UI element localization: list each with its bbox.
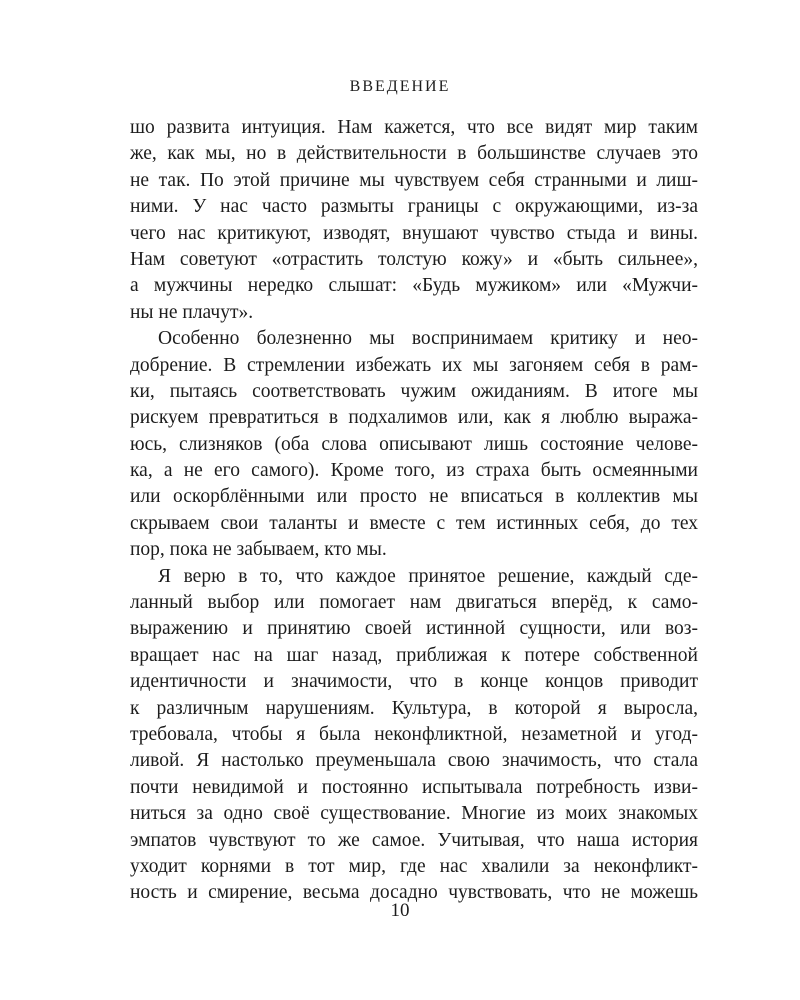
text-line: выражению и принятию своей истинной сущности, или воз- (130, 618, 698, 640)
text-line: шо развита интуиция. Нам кажется, что все видят мир таким (130, 117, 698, 138)
paragraph-1 (130, 115, 698, 326)
text-line: не так. По этой причине мы чувствуем себя странными и лиш- (130, 169, 698, 191)
text-line: ка, а не его самого). Кроме того, из страха быть осмеянными (130, 460, 698, 482)
text-line: скрываем свои таланты и вместе с тем истинных себя, до тех (130, 512, 698, 534)
text-line: или оскорблёнными или просто не вписаться в коллектив мы (130, 486, 698, 508)
text-line: почти невидимой и постоянно испытывала потребность изви- (130, 776, 698, 798)
text-line: юсь, слизняков (оба слова описывают лишь состояние челове- (130, 433, 698, 455)
paragraph-2 (130, 326, 698, 564)
text-line: уходит корнями в тот мир, где нас хвалили за неконфликт- (130, 855, 698, 877)
text-line: ланный выбор или помогает нам двигаться вперёд, к само- (130, 592, 698, 614)
text-line: ки, пытаясь соответствовать чужим ожиданиям. В итоге мы (130, 380, 698, 402)
text-line: чего нас критикуют, изводят, внушают чувство стыда и вины. (130, 222, 698, 244)
running-head: ВВЕДЕНИЕ (349, 78, 451, 95)
text-line: а мужчины нередко слышат: «Будь мужиком» или «Мужчи- (130, 275, 698, 297)
page-number: 10 (390, 900, 410, 921)
text-line: вращает нас на шаг назад, приближая к потере собственной (130, 644, 698, 666)
paragraph-3 (130, 564, 698, 907)
text-line: пор, пока не забываем, кто мы. (130, 539, 387, 561)
text-line: ними. У нас часто размыты границы с окружающими, из-за (130, 196, 698, 218)
text-line: добрение. В стремлении избежать их мы загоняем себя в рам- (130, 354, 698, 376)
text-line: Я верю в то, что каждое принятое решение, каждый сде- (158, 565, 698, 587)
text-line: Нам советуют «отрастить толстую кожу» и «быть сильнее», (130, 248, 698, 270)
text-line: рискуем превратиться в подхалимов или, как я люблю выража- (130, 407, 698, 429)
text-line: ность и смирение, весьма досадно чувствовать, что не можешь (130, 882, 698, 904)
text-line: ниться за одно своё существование. Многие из моих знакомых (130, 803, 698, 825)
text-line: ливой. Я настолько преуменьшала свою значимость, что стала (130, 750, 698, 772)
text-line: к различным нарушениям. Культура, в которой я выросла, (130, 697, 698, 719)
text-line: же, как мы, но в действительности в большинстве случаев это (130, 143, 698, 165)
text-line: ны не плачут». (130, 301, 254, 323)
body-text (130, 115, 698, 907)
text-line: идентичности и значимости, что в конце концов приводит (130, 671, 698, 693)
text-line: эмпатов чувствуют то же самое. Учитывая, что наша история (130, 829, 698, 851)
text-line: требовала, чтобы я была неконфликтной, незаметной и угод- (130, 723, 698, 745)
text-line: Особенно болезненно мы воспринимаем критику и нео- (158, 328, 698, 350)
